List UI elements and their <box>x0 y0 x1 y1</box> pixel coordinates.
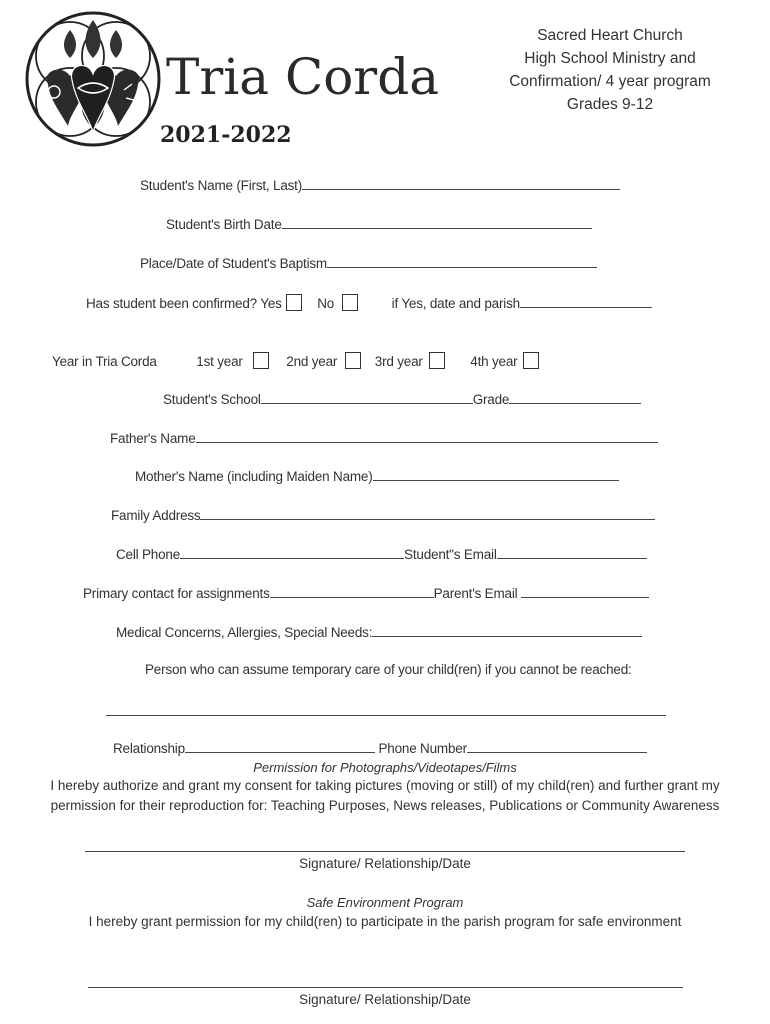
mother-name-field[interactable] <box>373 468 619 481</box>
school-label: Student's School <box>163 392 261 407</box>
photo-permission-text-2: permission for their reproduction for: Teaching Purposes, News releases, Publications or Community Awareness <box>50 798 720 813</box>
cell-row <box>116 546 647 562</box>
cell-phone-label: Cell Phone <box>116 547 181 562</box>
year-4-checkbox[interactable] <box>523 352 539 369</box>
student-name-field[interactable] <box>302 177 620 190</box>
year-row <box>52 352 539 369</box>
student-name-row <box>140 177 620 193</box>
confirmed-yes-checkbox[interactable] <box>286 294 302 311</box>
church-line-3: Confirmation/ 4 year program <box>509 73 711 90</box>
if-yes-label: if Yes, date and parish <box>391 296 520 311</box>
tria-corda-logo <box>22 8 164 155</box>
church-info <box>495 24 725 116</box>
family-address-field[interactable] <box>200 507 655 520</box>
primary-contact-row <box>83 585 649 601</box>
safe-environment-text: I hereby grant permission for my child(ren) to participate in the parish program for safe environment <box>88 914 682 929</box>
school-row <box>163 391 641 407</box>
birth-date-field[interactable] <box>282 216 592 229</box>
photo-signature-field[interactable] <box>85 851 685 852</box>
birth-date-row <box>166 216 592 232</box>
year-1-label: 1st year <box>196 354 243 369</box>
church-line-4: Grades 9-12 <box>566 96 654 113</box>
year-4-label: 4th year <box>470 354 518 369</box>
temp-care-label: Person who can assume temporary care of your child(ren) if you cannot be reached: <box>145 662 632 677</box>
medical-row <box>116 624 642 640</box>
year-2-label: 2nd year <box>286 354 338 369</box>
relationship-label: Relationship <box>113 741 185 756</box>
page-title: Tria Corda <box>166 48 440 106</box>
birth-date-label: Student's Birth Date <box>166 217 282 232</box>
student-email-label: Student"s Email <box>404 547 497 562</box>
photo-signature-label: Signature/ Relationship/Date <box>299 856 471 871</box>
parent-email-label: Parent's Email <box>433 586 518 601</box>
confirmation-parish-field[interactable] <box>520 295 652 308</box>
confirmed-no-label: No <box>317 296 335 311</box>
baptism-field[interactable] <box>327 255 597 268</box>
primary-contact-field[interactable] <box>270 585 434 598</box>
confirmed-label: Has student been confirmed? Yes <box>86 296 282 311</box>
phone-field[interactable] <box>467 740 647 753</box>
primary-contact-label: Primary contact for assignments <box>83 586 270 601</box>
year-2-checkbox[interactable] <box>345 352 361 369</box>
parent-email-field[interactable] <box>521 585 649 598</box>
mother-label: Mother's Name (including Maiden Name) <box>135 469 373 484</box>
father-name-field[interactable] <box>196 430 658 443</box>
medical-label: Medical Concerns, Allergies, Special Needs: <box>116 625 373 640</box>
safe-environment-signature-field[interactable] <box>88 987 683 988</box>
baptism-row <box>140 255 597 271</box>
grade-field[interactable] <box>509 391 641 404</box>
father-label: Father's Name <box>110 431 196 446</box>
cell-phone-field[interactable] <box>180 546 404 559</box>
year-1-checkbox[interactable] <box>253 352 269 369</box>
student-email-field[interactable] <box>497 546 647 559</box>
grade-label: Grade <box>472 392 510 407</box>
mother-row <box>135 468 619 484</box>
church-line-1: Sacred Heart Church <box>537 27 683 44</box>
church-line-2: High School Ministry and <box>524 50 696 67</box>
confirmed-row <box>86 294 652 311</box>
student-name-label: Student's Name (First, Last) <box>140 178 303 193</box>
program-year: 2021-2022 <box>160 122 292 148</box>
phone-label: Phone Number <box>378 741 467 756</box>
relationship-row <box>113 740 647 756</box>
address-label: Family Address <box>111 508 201 523</box>
school-field[interactable] <box>261 391 473 404</box>
baptism-label: Place/Date of Student's Baptism <box>140 256 327 271</box>
confirmed-no-checkbox[interactable] <box>342 294 358 311</box>
relationship-field[interactable] <box>185 740 375 753</box>
photo-permission-heading: Permission for Photographs/Videotapes/Films <box>253 760 517 775</box>
address-row <box>111 507 655 523</box>
photo-permission-text-1: I hereby authorize and grant my consent for taking pictures (moving or still) of my child(ren) and further grant my <box>50 778 720 793</box>
medical-field[interactable] <box>372 624 642 637</box>
temp-care-field[interactable] <box>106 715 666 716</box>
year-3-checkbox[interactable] <box>429 352 445 369</box>
father-row <box>110 430 658 446</box>
year-label: Year in Tria Corda <box>52 354 157 369</box>
safe-environment-signature-label: Signature/ Relationship/Date <box>299 992 471 1007</box>
safe-environment-heading: Safe Environment Program <box>306 895 464 910</box>
year-3-label: 3rd year <box>374 354 423 369</box>
